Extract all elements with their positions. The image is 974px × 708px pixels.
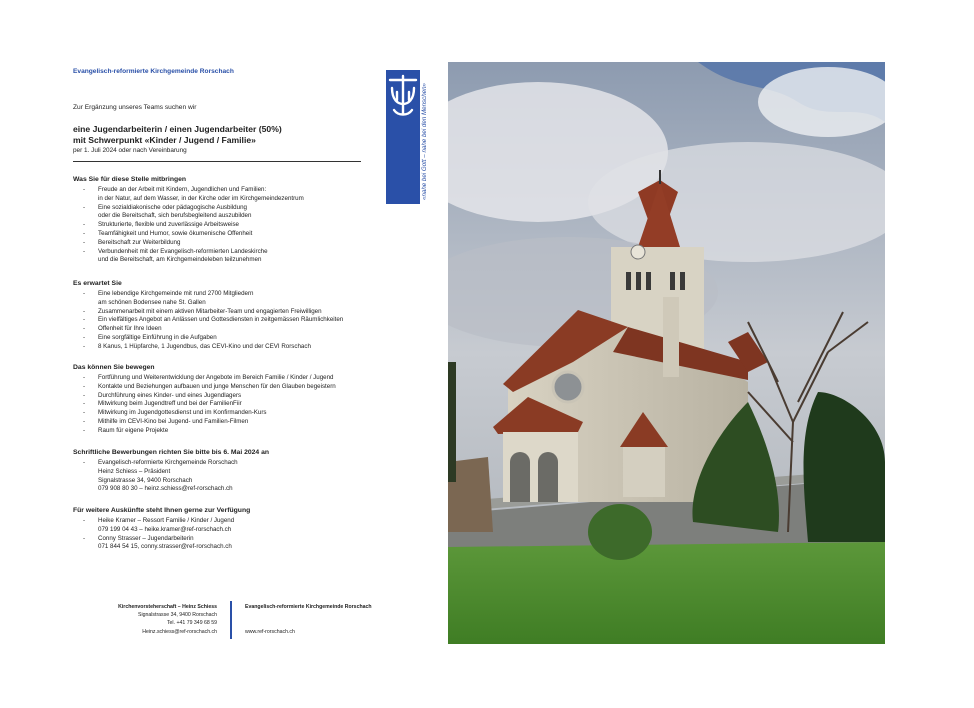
list-item	[73, 409, 393, 418]
list-item	[73, 204, 393, 222]
bullet-list	[73, 290, 393, 352]
intro-text: Zur Ergänzung unseres Teams suchen wir	[73, 104, 197, 111]
list-item-line: Signalstrasse 34, 9400 Rorschach	[98, 476, 193, 484]
vertical-tagline	[421, 83, 433, 330]
list-item-line: - Eine sozialdiakonische oder pädagogische Ausbildung	[98, 203, 247, 211]
job-posting-document	[55, 60, 440, 650]
section-heading: Was Sie für diese Stelle mitbringen	[73, 176, 187, 183]
org-header: Evangelisch-reformierte Kirchgemeinde Rorschach	[73, 68, 234, 75]
job-title-line-2: mit Schwerpunkt «Kinder / Jugend / Familie»	[73, 135, 256, 145]
footer-organization	[245, 603, 372, 636]
list-item	[73, 343, 393, 352]
list-item	[73, 239, 393, 248]
list-item	[73, 221, 393, 230]
list-item	[73, 400, 393, 409]
list-item-line: Heinz Schiess – Präsident	[98, 467, 171, 475]
list-item-line: in der Natur, auf dem Wasser, in der Kirche oder im Kirchgemeindezentrum	[98, 194, 304, 202]
bullet-list	[73, 374, 393, 436]
section	[73, 363, 393, 436]
list-item	[73, 517, 393, 535]
section	[73, 175, 393, 265]
section	[73, 506, 393, 552]
section-heading: Schriftliche Bewerbungen richten Sie bitte bis 6. Mai 2024 an	[73, 449, 270, 456]
list-item	[73, 308, 393, 317]
list-item	[73, 316, 393, 325]
list-item-line: - Ein vielfältiges Angebot an Anlässen und Gottesdiensten in zeitgemässen Räumlichkeiten	[98, 316, 344, 324]
list-item	[73, 392, 393, 401]
list-item	[73, 418, 393, 427]
footer-right-line	[245, 619, 372, 627]
section-heading: Für weitere Auskünfte steht Ihnen gerne zur Verfügung	[73, 507, 251, 514]
footer-left-line: Tel. +41 79 349 68 59	[166, 620, 217, 627]
list-item-line: - Durchführung eines Kinder- und eines Jugendlagers	[98, 391, 242, 399]
list-item-line: - Eine lebendige Kirchgemeinde mit rund 2700 Mitgliedern	[98, 290, 254, 297]
list-item-line: - Verbundenheit mit der Evangelisch-reformierten Landeskirche	[98, 247, 268, 255]
bullet-list	[73, 517, 393, 552]
section-heading: Das können Sie bewegen	[73, 364, 155, 371]
list-item	[73, 383, 393, 392]
section-heading: Es erwartet Sie	[73, 280, 122, 287]
footer-contact	[55, 603, 217, 636]
list-item-line: 079 199 04 43 – heike.kramer@ref-rorschach.ch	[98, 525, 232, 533]
list-item	[73, 248, 393, 266]
bullet-list	[73, 186, 393, 265]
list-item	[73, 334, 393, 343]
list-item-line: - Conny Strasser – Jugendarbeiterin	[98, 534, 194, 542]
list-item-line: - Raum für eigene Projekte	[98, 426, 169, 434]
list-item-line: - Evangelisch-reformierte Kirchgemeinde Rorschach	[98, 459, 238, 466]
list-item	[73, 325, 393, 334]
list-item-line: - Bereitschaft zur Weiterbildung	[98, 238, 181, 246]
footer-right-line	[245, 611, 372, 619]
bullet-list	[73, 459, 393, 494]
list-item-line: 071 844 54 15, conny.strasser@ref-rorschach.ch	[98, 543, 232, 551]
list-item	[73, 535, 393, 553]
list-item-line: - Mitwirkung beim Jugendtreff und bei der FamilienFiir	[98, 400, 242, 408]
footer-divider	[230, 601, 232, 639]
footer-left-line: Heinz.schiess@ref-rorschach.ch	[142, 628, 217, 635]
tagline-text: «nahe bei Gott – nahe bei den Menschen»	[421, 83, 428, 200]
start-date: per 1. Juli 2024 oder nach Vereinbarung	[73, 147, 187, 154]
list-item-line: - Offenheit für Ihre Ideen	[98, 325, 162, 333]
list-item-line: - Heike Kramer – Ressort Familie / Kinder / Jugend	[98, 517, 235, 524]
list-item-line: - 8 Kanus, 1 Hüpfarche, 1 Jugendbus, das CEVI-Kino und der CEVI Rorschach	[98, 342, 311, 350]
list-item-line: - Fortführung und Weiterentwicklung der Angebote im Bereich Familie / Kinder / Jugend	[98, 374, 334, 381]
section	[73, 448, 393, 494]
list-item-line: - Teamfähigkeit und Humor, sowie ökumenische Offenheit	[98, 229, 253, 237]
list-item	[73, 186, 393, 204]
list-item-line: - Mitwirkung im Jugendgottesdienst und im Konfirmanden-Kurs	[98, 409, 267, 417]
list-item	[73, 459, 393, 494]
job-title-line-1: eine Jugendarbeiterin / einen Jugendarbeiter (50%)	[73, 124, 282, 134]
list-item-line: am schönen Bodensee nahe St. Gallen	[98, 298, 206, 306]
footer-right-line: Evangelisch-reformierte Kirchgemeinde Rorschach	[245, 604, 372, 610]
list-item-line: - Eine sorgfältige Einführung in die Aufgaben	[98, 333, 217, 341]
list-item	[73, 427, 393, 436]
divider	[73, 161, 361, 162]
footer-left-line: Signalstrasse 34, 9400 Rorschach	[137, 612, 217, 619]
list-item	[73, 374, 393, 383]
church-photo-illustration	[448, 62, 885, 644]
list-item-line: - Mithilfe im CEVI-Kino bei Jugend- und Familien-Filmen	[98, 417, 249, 425]
list-item-line: oder die Bereitschaft, sich berufsbegleitend auszubilden	[98, 212, 252, 220]
footer-left-line: Kirchenvorsteherschaft – Heinz Schiess	[118, 604, 217, 610]
list-item-line: 079 908 80 30 – heinz.schiess@ref-rorschach.ch	[98, 485, 233, 493]
job-title	[73, 124, 282, 146]
list-item-line: und die Bereitschaft, am Kirchgemeindeleben teilzunehmen	[98, 256, 262, 264]
church-photo	[448, 62, 885, 644]
list-item-line: - Freude an der Arbeit mit Kindern, Jugendlichen und Familien:	[98, 186, 267, 193]
list-item-line: - Strukturierte, flexible und zuverlässige Arbeitsweise	[98, 221, 240, 229]
list-item-line: - Zusammenarbeit mit einem aktiven Mitarbeiter-Team und engagierten Freiwilligen	[98, 307, 322, 315]
footer-right-line: www.ref-rorschach.ch	[245, 628, 295, 635]
list-item-line: - Kontakte und Beziehungen aufbauen und junge Menschen für den Glauben begeistern	[98, 382, 336, 390]
section	[73, 279, 393, 352]
list-item	[73, 230, 393, 239]
list-item	[73, 290, 393, 308]
